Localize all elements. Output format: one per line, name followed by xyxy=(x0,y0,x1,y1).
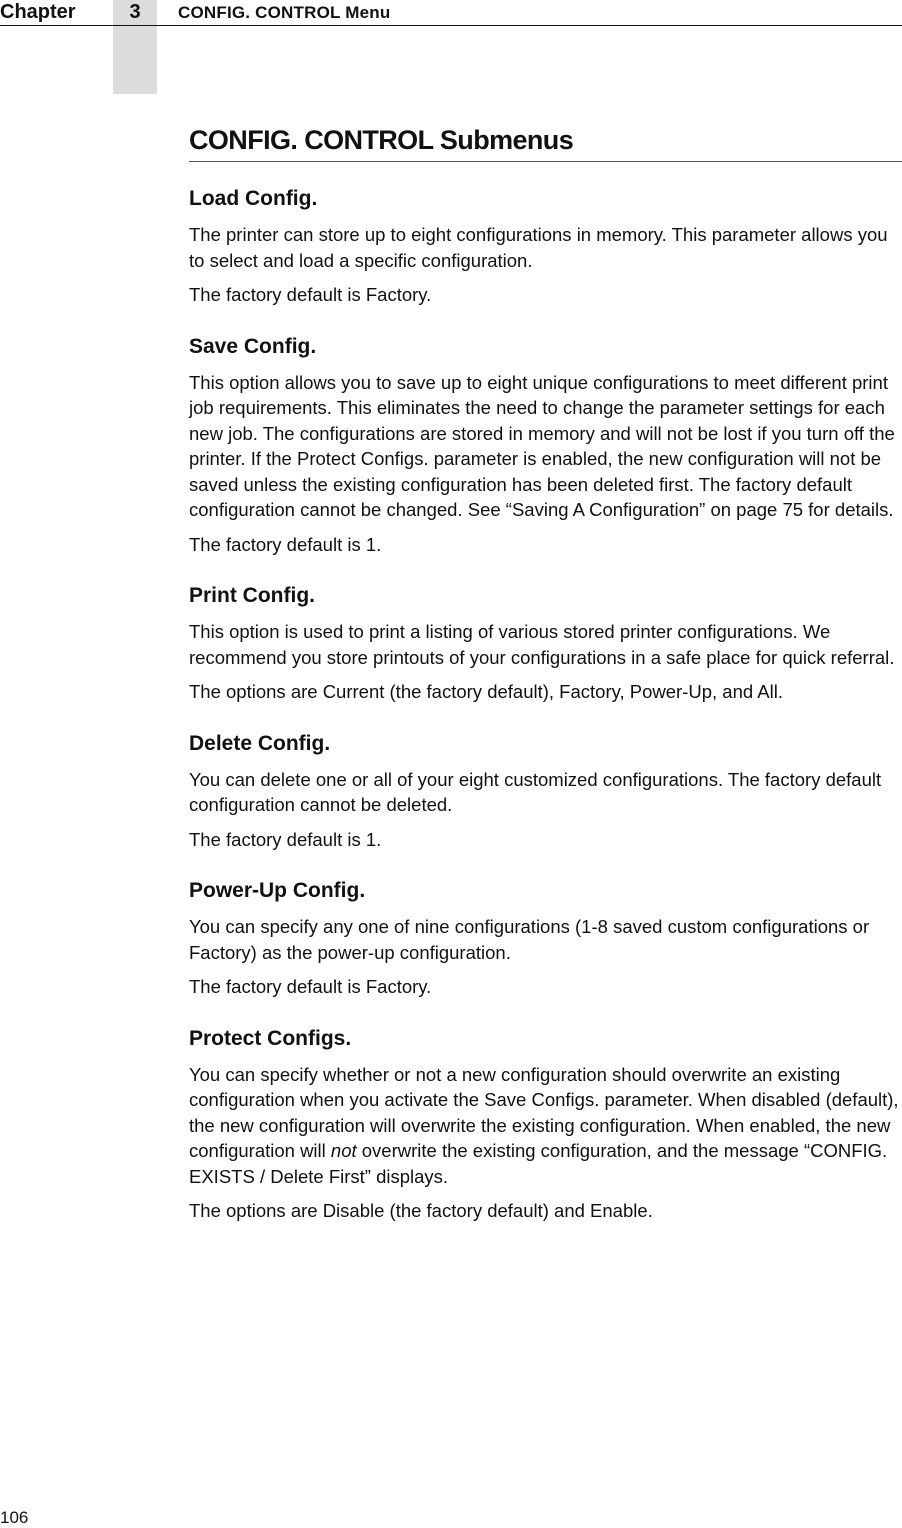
paragraph: You can delete one or all of your eight customized configurations. The factory default configuration cannot be deleted. xyxy=(189,768,882,815)
paragraph xyxy=(189,1062,901,1190)
paragraph: The factory default is Factory. xyxy=(189,976,432,997)
paragraph: This option is used to print a listing of various stored printer configurations. We recommend you store printouts of your configurations in a safe place for quick referral. xyxy=(189,621,895,668)
entry-power-up-config xyxy=(189,878,901,1000)
paragraph: The factory default is Factory. xyxy=(189,284,432,305)
chapter-label: Chapter xyxy=(0,1,76,23)
paragraph: The factory default is 1. xyxy=(189,828,382,850)
chapter-number: 3 xyxy=(129,1,141,23)
paragraph: The options are Disable (the factory default) and Enable. xyxy=(189,1200,653,1221)
emphasis-not: not xyxy=(330,1140,357,1161)
entry-save-config xyxy=(189,334,901,558)
main-content xyxy=(189,123,901,1233)
paragraph-text-continued: overwrite the existing configuration, and the message “CONFIG. EXISTS / Delete First” displays. xyxy=(189,1140,888,1187)
paragraph: The options are Current (the factory default), Factory, Power-Up, and All. xyxy=(189,681,783,702)
page-number: 106 xyxy=(0,1508,29,1527)
paragraph: The factory default is 1. xyxy=(189,533,382,555)
chapter-tab xyxy=(113,0,157,94)
subheading: Protect Configs. xyxy=(189,1026,352,1050)
header-divider xyxy=(0,25,902,26)
entry-load-config xyxy=(189,186,901,308)
paragraph: This option allows you to save up to eight unique configurations to meet different print job requirements. This eliminates the need to change the parameter settings for each new job. The configurations are stored in memory and will not be lost if you turn off the printer. If the Protect Configs. parameter is enabled, the new configuration will not be saved unless the existing configuration has been deleted first. The factory default configuration cannot be changed. See “Saving A Configuration” on page 75 for details. xyxy=(189,371,895,520)
entry-delete-config xyxy=(189,731,901,853)
subheading: Load Config. xyxy=(189,187,318,210)
paragraph: You can specify any one of nine configurations (1-8 saved custom configurations or Factory) as the power-up configuration. xyxy=(189,916,870,963)
section-divider xyxy=(189,161,902,162)
subheading: Save Config. xyxy=(189,334,317,358)
paragraph: The printer can store up to eight configurations in memory. This parameter allows you to select and load a specific configuration. xyxy=(189,224,888,271)
section-title: CONFIG. CONTROL Submenus xyxy=(189,125,574,155)
subheading: Print Config. xyxy=(189,584,315,607)
entry-protect-configs xyxy=(189,1026,901,1224)
paragraph-text: You can specify whether or not a new configuration should overwrite an existing configuration when you activate the Save Configs. parameter. When disabled (default), the new configuration will overwrite the existing configuration. When enabled, the new configuration will xyxy=(189,1063,899,1161)
running-header-title: CONFIG. CONTROL Menu xyxy=(178,3,391,22)
entry-print-config xyxy=(189,583,901,705)
subheading: Delete Config. xyxy=(189,731,331,755)
subheading: Power-Up Config. xyxy=(189,879,366,902)
